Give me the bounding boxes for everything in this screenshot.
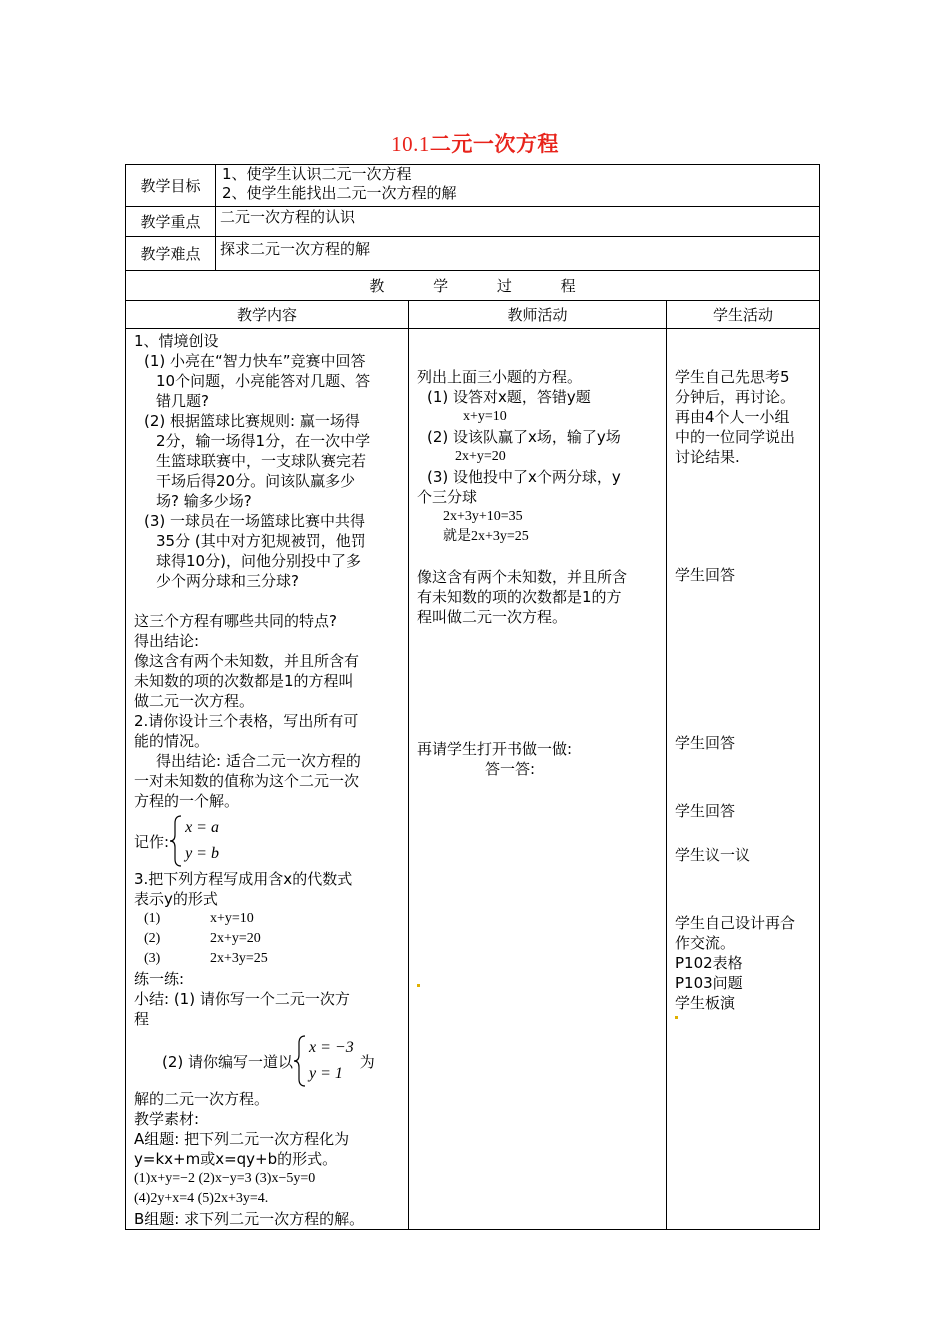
title-number: 10.1 bbox=[391, 132, 430, 156]
focus-row bbox=[126, 207, 820, 237]
summary-eq-x: x = −3 bbox=[309, 1039, 354, 1056]
question-2-line-3: 生篮球联赛中，一支球队赛完若 bbox=[156, 452, 367, 470]
summary-2-end: 解的二元一次方程。 bbox=[134, 1090, 270, 1108]
teacher-column bbox=[409, 329, 667, 1230]
goal-item-2: 2、使学生能找出二元一次方程的解 bbox=[222, 184, 457, 202]
task-2-line-1: 2.请你设计三个表格，写出所有可 bbox=[134, 712, 359, 730]
goals-label: 教学目标 bbox=[126, 165, 216, 207]
student-answer-1: 学生回答 bbox=[675, 566, 736, 584]
column-header-row bbox=[126, 301, 820, 329]
summary-line-1: 小结: (1) 请你写一个二元一次方 bbox=[134, 990, 350, 1008]
definition-line-1: 像这含有两个未知数，并且所含有 bbox=[134, 652, 360, 670]
teacher-step-3-line-1: (3) 设他投中了x个两分球，y bbox=[427, 468, 621, 486]
practice-label: 练一练: bbox=[134, 970, 185, 988]
teacher-step-1: (1) 设答对x题，答错y题 bbox=[427, 388, 591, 406]
title-text: 二元一次方程 bbox=[429, 132, 559, 156]
lesson-plan-table bbox=[125, 164, 820, 1230]
mark-dot bbox=[675, 1016, 678, 1019]
difficulty-label: 教学难点 bbox=[126, 237, 216, 271]
left-brace-icon bbox=[169, 815, 183, 867]
summary-2-prefix: (2) 请你编写一道以 bbox=[162, 1052, 294, 1071]
teacher-eq-3b: 就是2x+3y=25 bbox=[443, 529, 529, 544]
eq-row-3 bbox=[134, 949, 408, 969]
question-1-line-3: 错几题? bbox=[156, 392, 209, 410]
col-content-header: 教学内容 bbox=[126, 301, 409, 329]
summary-eq-y: y = 1 bbox=[309, 1065, 343, 1082]
notation-eq-y: y = b bbox=[185, 845, 219, 862]
situation-title: 1、情境创设 bbox=[134, 332, 219, 350]
summary-line-2: 程 bbox=[134, 1010, 150, 1028]
student-line-4: 中的一位同学说出 bbox=[675, 428, 796, 446]
summary-2-block bbox=[134, 1033, 408, 1089]
question-2-line-5: 场? 输多少场? bbox=[156, 492, 252, 510]
student-p102: P102表格 bbox=[675, 954, 743, 972]
student-line-1: 学生自己先思考5 bbox=[675, 368, 790, 386]
col-teacher-header: 教师活动 bbox=[409, 301, 667, 329]
process-heading-row bbox=[126, 271, 820, 301]
question-1-line-2: 10个问题，小亮能答对几题、答 bbox=[156, 372, 371, 390]
question-3-line-2: 35分 (其中对方犯规被罚，他罚 bbox=[156, 532, 366, 550]
eq-row-2 bbox=[134, 929, 408, 949]
goals-row bbox=[126, 165, 820, 207]
group-a-line-2: y=kx+m或x=qy+b的形式。 bbox=[134, 1150, 338, 1168]
question-2-line-4: 干场后得20分。问该队赢多少 bbox=[156, 472, 356, 490]
page-title bbox=[0, 128, 950, 158]
goal-item-1: 1、使学生认识二元一次方程 bbox=[222, 165, 412, 183]
student-answer-3: 学生回答 bbox=[675, 802, 736, 820]
question-3-line-3: 球得10分)，问他分别投中了多 bbox=[156, 552, 361, 570]
teacher-def-line-1: 像这含有两个未知数，并且所含 bbox=[417, 568, 628, 586]
student-column bbox=[667, 329, 820, 1230]
col-student-header: 学生活动 bbox=[667, 301, 820, 329]
goals-content bbox=[216, 165, 820, 207]
process-body-row bbox=[126, 329, 820, 1230]
teacher-eq-1: x+y=10 bbox=[463, 409, 507, 424]
teacher-def-line-3: 程叫做二元一次方程。 bbox=[417, 608, 568, 626]
common-features-question: 这三个方程有哪些共同的特点? bbox=[134, 612, 337, 630]
question-1-line-1: (1) 小亮在“智力快车”竞赛中回答 bbox=[144, 352, 366, 370]
task-2-line-2: 能的情况。 bbox=[134, 732, 210, 750]
solution-def-line-2: 一对未知数的值称为这个二元一次 bbox=[134, 772, 360, 790]
student-design-line-2: 作交流。 bbox=[675, 934, 736, 952]
student-design-line-1: 学生自己设计再合 bbox=[675, 914, 796, 932]
content-column bbox=[126, 329, 409, 1230]
teacher-step-2: (2) 设该队赢了x场，输了y场 bbox=[427, 428, 621, 446]
teacher-answer-line: 答一答: bbox=[485, 760, 536, 778]
difficulty-content: 探求二元一次方程的解 bbox=[216, 237, 820, 271]
notation-label: 记作: bbox=[134, 832, 170, 851]
task-3-line-2: 表示y的形式 bbox=[134, 890, 218, 908]
teacher-eq-3: 2x+3y+10=35 bbox=[443, 509, 523, 524]
eq-text-2: 2x+y=20 bbox=[210, 931, 261, 946]
eq-row-1 bbox=[134, 909, 408, 929]
teacher-book-line: 再请学生打开书做一做: bbox=[417, 740, 573, 758]
student-line-2: 分钟后，再讨论。 bbox=[675, 388, 796, 406]
notation-eq-x: x = a bbox=[185, 819, 219, 836]
student-board: 学生板演 bbox=[675, 994, 736, 1012]
material-label: 教学素材: bbox=[134, 1110, 200, 1128]
left-brace-icon bbox=[293, 1035, 307, 1087]
definition-line-3: 做二元一次方程。 bbox=[134, 692, 255, 710]
question-2-line-2: 2分，输一场得1分，在一次中学 bbox=[156, 432, 371, 450]
eq-number-2: (2) bbox=[144, 931, 161, 946]
mark-dot bbox=[417, 984, 420, 987]
summary-2-suffix: 为 bbox=[359, 1052, 375, 1071]
group-b-line: B组题: 求下列二元一次方程的解。 bbox=[134, 1210, 365, 1228]
student-answer-2: 学生回答 bbox=[675, 734, 736, 752]
group-a-line-1: A组题: 把下列二元一次方程化为 bbox=[134, 1130, 350, 1148]
question-3-line-4: 少个两分球和三分球? bbox=[156, 572, 299, 590]
solution-def-line-3: 方程的一个解。 bbox=[134, 792, 240, 810]
teacher-def-line-2: 有未知数的项的次数都是1的方 bbox=[417, 588, 622, 606]
notation-block bbox=[134, 813, 408, 869]
difficulty-row bbox=[126, 237, 820, 271]
teacher-eq-2: 2x+y=20 bbox=[455, 449, 506, 464]
eq-text-3: 2x+3y=25 bbox=[210, 951, 268, 966]
question-2-line-1: (2) 根据篮球比赛规则: 赢一场得 bbox=[144, 412, 360, 430]
eq-number-3: (3) bbox=[144, 951, 161, 966]
question-3-line-1: (3) 一球员在一场篮球比赛中共得 bbox=[144, 512, 366, 530]
focus-content: 二元一次方程的认识 bbox=[216, 207, 820, 237]
solution-def-line-1: 得出结论: 适合二元一次方程的 bbox=[156, 752, 361, 770]
eq-text-1: x+y=10 bbox=[210, 911, 254, 926]
focus-label: 教学重点 bbox=[126, 207, 216, 237]
teacher-step-3-line-2: 个三分球 bbox=[417, 488, 478, 506]
student-line-5: 讨论结果. bbox=[675, 448, 740, 466]
eq-number-1: (1) bbox=[144, 911, 161, 926]
student-p103: P103问题 bbox=[675, 974, 743, 992]
student-line-3: 再由4个人一小组 bbox=[675, 408, 790, 426]
teacher-intro: 列出上面三小题的方程。 bbox=[417, 368, 583, 386]
group-a-eqs-2: (4)2y+x=4 (5)2x+3y=4. bbox=[134, 1191, 269, 1206]
student-discuss: 学生议一议 bbox=[675, 846, 751, 864]
group-a-eqs-1: (1)x+y=−2 (2)x−y=3 (3)x−5y=0 bbox=[134, 1171, 316, 1186]
definition-line-2: 未知数的项的次数都是1的方程叫 bbox=[134, 672, 354, 690]
conclusion-label-1: 得出结论: bbox=[134, 632, 200, 650]
process-heading: 教 学 过 程 bbox=[126, 271, 820, 301]
task-3-line-1: 3.把下列方程写成用含x的代数式 bbox=[134, 870, 353, 888]
